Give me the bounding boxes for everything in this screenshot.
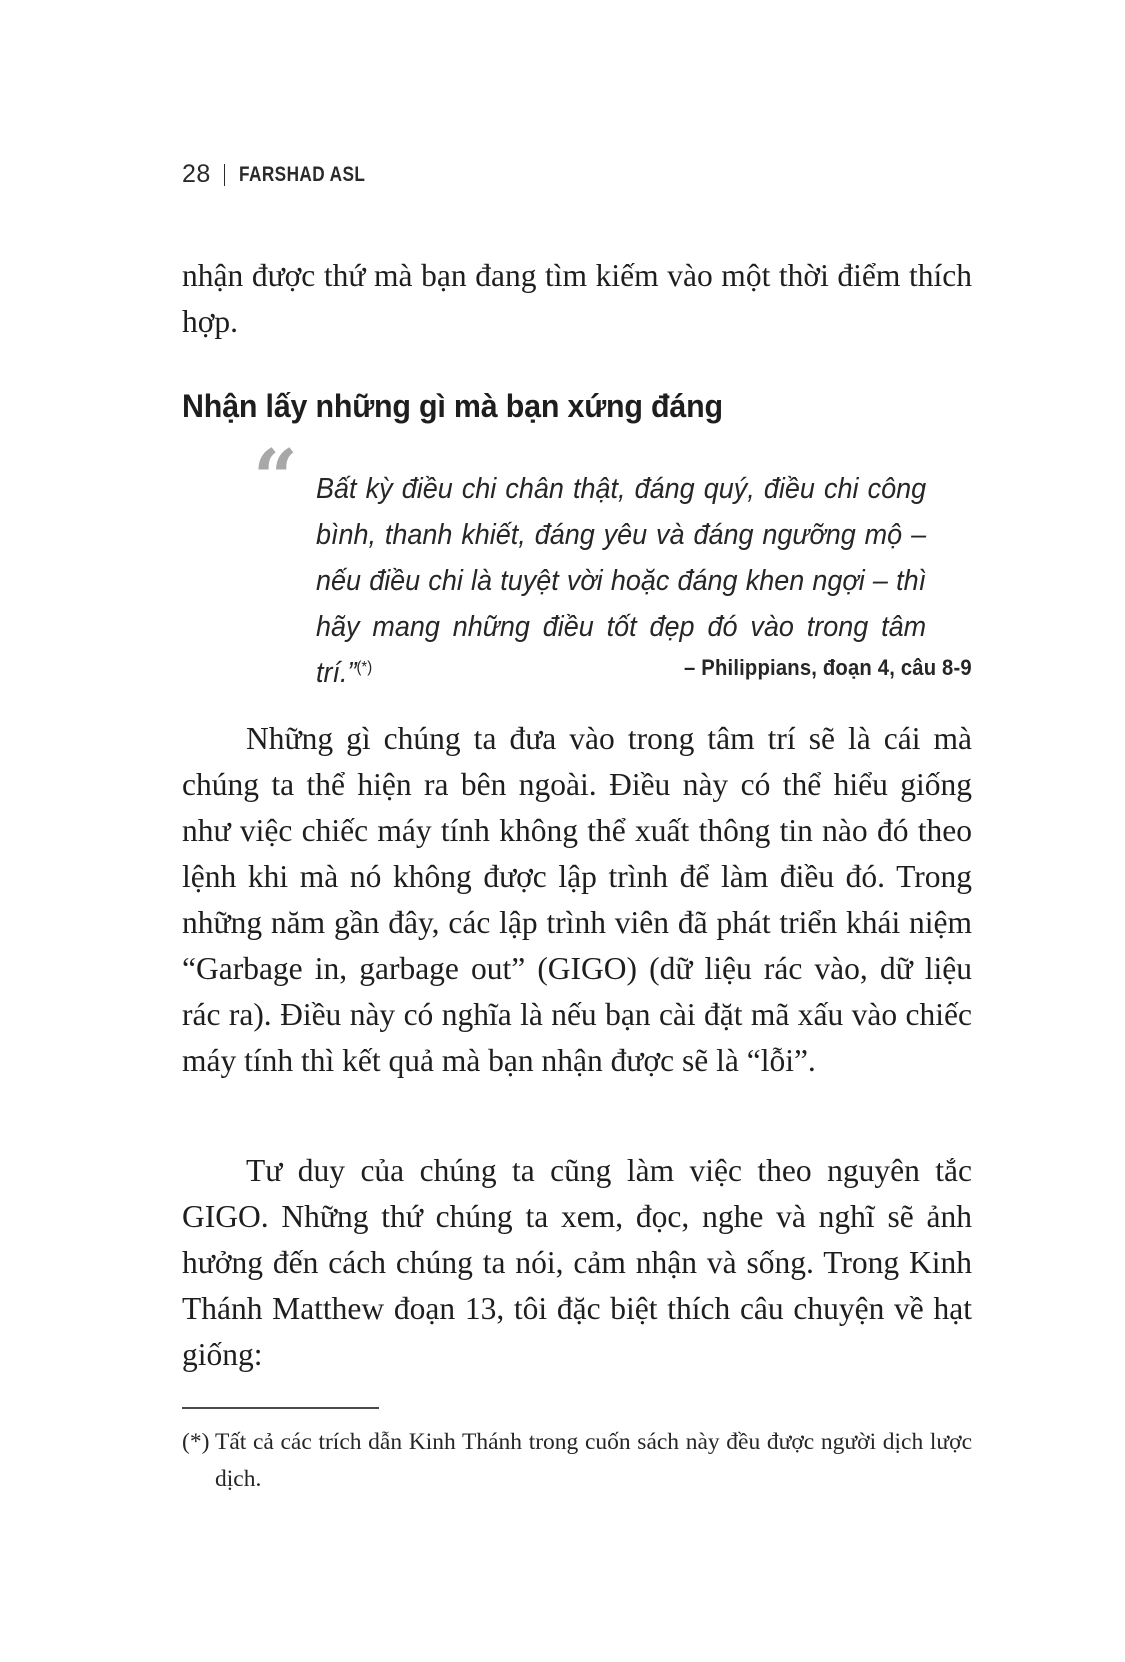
footnote-reference: (*) xyxy=(356,659,373,676)
continued-paragraph: nhận được thứ mà bạn đang tìm kiếm vào một thời điểm thích hợp. xyxy=(182,258,972,339)
section-heading: Nhận lấy những gì mà bạn xứng đáng xyxy=(182,388,723,424)
quote-mark-icon: “ xyxy=(253,433,298,524)
header-separator xyxy=(224,164,226,186)
epigraph-quote-text: Bất kỳ điều chi chân thật, đáng quý, điều chi công bình, thanh khiết, đáng yêu và đáng ngưỡng mộ – nếu điều chi là tuyệt vời hoặc đáng khen ngợi – thì hãy mang những điều tốt đẹp đó vào trong tâm trí.” xyxy=(316,473,927,689)
body-paragraph: Những gì chúng ta đưa vào trong tâm trí sẽ là cái mà chúng ta thể hiện ra bên ngoài. Điều này có thể hiểu giống như việc chiếc máy tính không thể xuất thông tin nào đó theo lệnh khi mà nó không được lập trình để làm điều đó. Trong những năm gần đây, các lập trình viên đã phát triển khái niệm “Garbage in, garbage out” (GIGO) (dữ liệu rác vào, dữ liệu rác ra). Điều này có nghĩa là nếu bạn cài đặt mã xấu vào chiếc máy tính thì kết quả mà bạn nhận được sẽ là “lỗi”. xyxy=(182,721,972,1078)
header-author: FARSHAD ASL xyxy=(239,162,366,186)
body-paragraph: Tư duy của chúng ta cũng làm việc theo nguyên tắc GIGO. Những thứ chúng ta xem, đọc, nghe và nghĩ sẽ ảnh hưởng đến cách chúng ta nói, cảm nhận và sống. Trong Kinh Thánh Matthew đoạn 13, tôi đặc biệt thích câu chuyện về hạt giống: xyxy=(182,1153,972,1372)
running-header xyxy=(182,160,393,189)
page-number: 28 xyxy=(182,160,211,188)
footnote-text: Tất cả các trích dẫn Kinh Thánh trong cuốn sách này đều được người dịch lược dịch. xyxy=(215,1429,972,1492)
footnote xyxy=(182,1424,972,1498)
quote-source: – Philippians, đoạn 4, câu 8-9 xyxy=(684,655,972,680)
footnote-divider xyxy=(182,1407,379,1409)
footnote-marker: (*) xyxy=(182,1429,210,1455)
